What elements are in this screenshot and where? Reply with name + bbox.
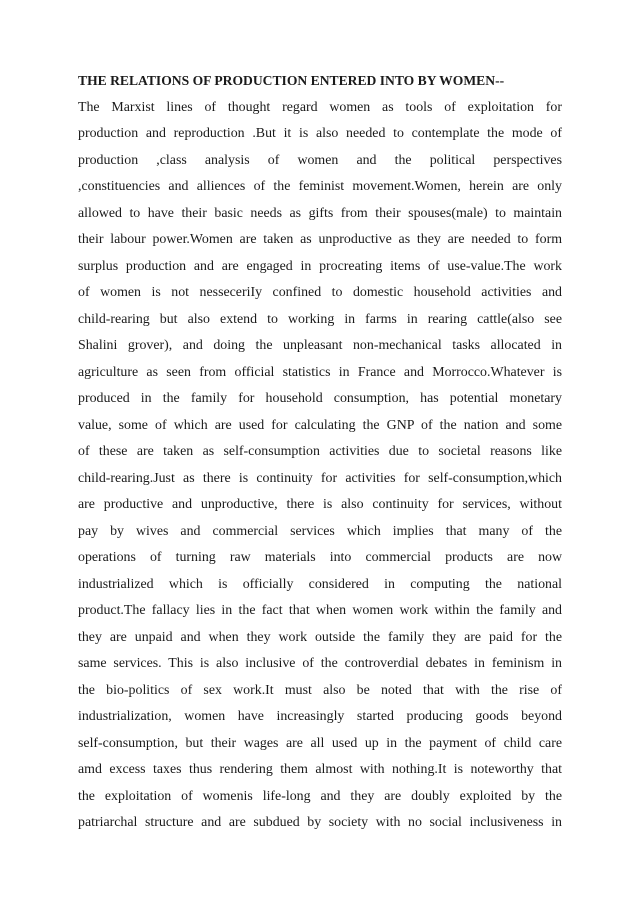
text-line: of these are taken as self-consumption activities due to societal reasons like [78,444,562,459]
text-line: patriarchal structure and are subdued by society with no social inclusiveness in [78,815,562,830]
section-heading: THE RELATIONS OF PRODUCTION ENTERED INTO BY WOMEN-- [78,73,505,88]
paragraph [78,95,562,837]
text-line: the bio-politics of sex work.It must also be noted that with the rise of [78,682,562,698]
text-line: production and reproduction .But it is also needed to contemplate the mode of [78,126,562,141]
text-line: amd excess taxes thus rendering them almost with nothing.It is noteworthy that [78,762,562,777]
text-line: The Marxist lines of thought regard women as tools of exploitation for [78,99,562,115]
text-line: child-rearing.Just as there is continuity for activities for self-consumption,which [78,470,562,486]
text-line: Shalini grover), and doing the unpleasant non-mechanical tasks allocated in [78,338,562,353]
text-line: same services. This is also inclusive of the controverdial debates in feminism in [78,656,562,671]
text-line: product.The fallacy lies in the fact that when women work within the family and [78,603,562,618]
text-line: their labour power.Women are taken as unproductive as they are needed to form [78,232,562,247]
text-line: industrialized which is officially considered in computing the national [78,576,562,592]
text-line: value, some of which are used for calculating the GNP of the nation and some [78,417,562,433]
document-body [78,68,562,837]
text-line: the exploitation of womenis life-long and they are doubly exploited by the [78,788,562,804]
text-line: produced in the family for household consumption, has potential monetary [78,391,562,406]
text-line: operations of turning raw materials into commercial products are now [78,550,562,565]
text-line: agriculture as seen from official statistics in France and Morrocco.Whatever is [78,364,562,380]
text-line: ,constituencies and alliences of the feminist movement.Women, herein are only [78,179,562,194]
text-line: are productive and unproductive, there is also continuity for services, without [78,497,562,512]
text-line: allowed to have their basic needs as gifts from their spouses(male) to maintain [78,205,562,221]
text-line: of women is not nesseceriIy confined to domestic household activities and [78,285,562,300]
text-line: surplus production and are engaged in procreating items of use-value.The work [78,258,562,274]
text-line: self-consumption, but their wages are all used up in the payment of child care [78,735,562,751]
text-line: they are unpaid and when they work outside the family they are paid for the [78,629,562,645]
text-line: pay by wives and commercial services which implies that many of the [78,523,562,539]
text-line: industrialization, women have increasingly started producing goods beyond [78,709,562,724]
text-line: child-rearing but also extend to working in farms in rearing cattle(also see [78,311,562,327]
text-line: production ,class analysis of women and the political perspectives [78,152,562,168]
